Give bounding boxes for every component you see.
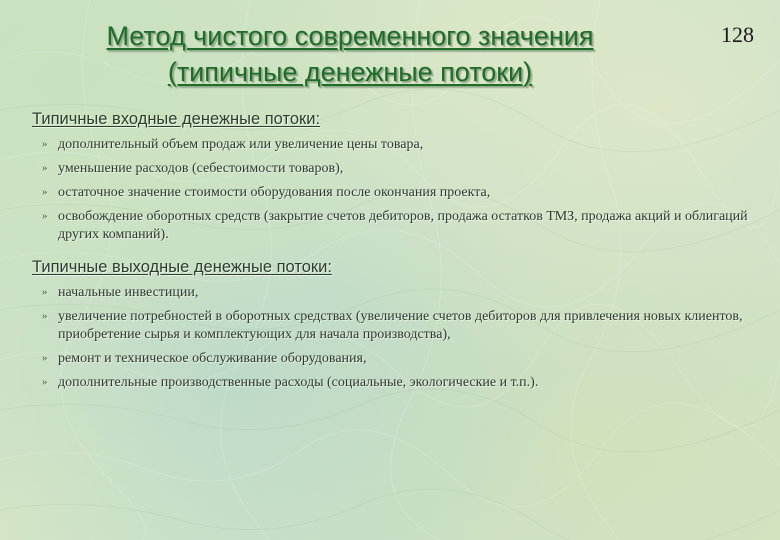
- slide-title: [40, 18, 660, 90]
- list-item: » ремонт и техническое обслуживание оборудования,: [32, 350, 762, 368]
- list-item: » дополнительный объем продаж или увеличение цены товара,: [32, 136, 762, 154]
- list-item: » начальные инвестиции,: [32, 284, 762, 302]
- list-item: » уменьшение расходов (себестоимости товаров),: [32, 160, 762, 178]
- page-number: 128: [721, 22, 754, 47]
- title-line-1: Метод чистого современного значения: [106, 21, 594, 51]
- list-item: » остаточное значение стоимости оборудования после окончания проекта,: [32, 184, 762, 202]
- slide-content: [32, 110, 762, 406]
- outflows-heading-text: Типичные выходные денежные потоки: [32, 258, 328, 276]
- outflows-list: [32, 284, 762, 392]
- list-item: » освобождение оборотных средств (закрытие счетов дебиторов, продажа остатков ТМЗ, продажа акций и облигаций других компаний).: [32, 208, 762, 244]
- list-item: » увеличение потребностей в оборотных средствах (увеличение счетов дебиторов для привлечения новых клиентов, приобретение сырья и комплектующих для начала производства),: [32, 308, 762, 344]
- outflows-heading: [32, 258, 762, 277]
- inflows-heading-text: Типичные входные денежные потоки: [32, 110, 316, 128]
- inflows-heading-colon: :: [315, 110, 321, 128]
- title-line-2: (типичные денежные потоки): [167, 57, 533, 87]
- outflows-heading-colon: :: [327, 258, 332, 276]
- inflows-list: [32, 136, 762, 244]
- list-item: » дополнительные производственные расходы (социальные, экологические и т.п.).: [32, 374, 762, 392]
- inflows-heading: [32, 110, 762, 129]
